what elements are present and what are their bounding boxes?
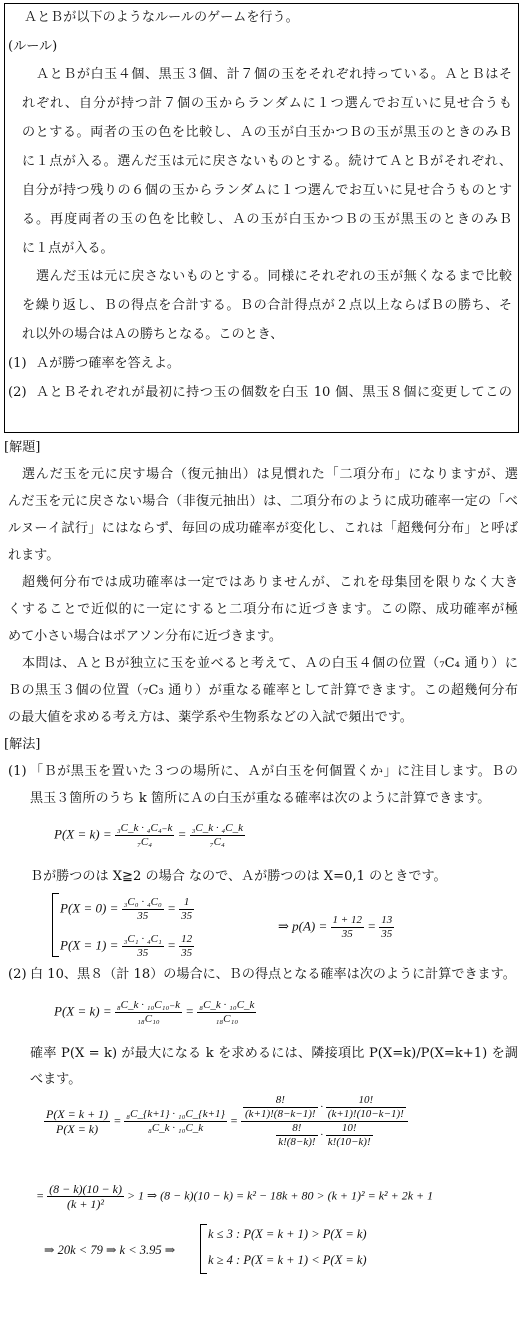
part-1-line: 黒玉３箇所のうち k 箇所にＡの白玉が重なる確率は次のように計算できます。 [30,791,491,806]
rule-line: に１点が入る。選んだ玉は元に戻さないものとする。続けてＡとＢがそれぞれ、 [22,154,512,169]
part-1-line: 「Ｂが黒玉を置いた３つの場所に、Ａが白玉を何個置くか」に注目します。Ｂの [30,764,518,779]
kaidai-line: れます。 [8,548,60,563]
kaidai-heading: [解題] [4,440,41,455]
rule-line: ＡとＢが白玉４個、黒玉３個、計７個の玉をそれぞれ持っている。ＡとＢはそ [36,67,512,82]
rule-label: (ルール) [8,39,58,54]
rule-line: れ以外の場合はＡの勝ちとなる。このとき、 [22,327,284,342]
kaihou-heading: [解法] [4,737,41,752]
cases-bracket-2 [200,1224,207,1274]
formula-p0: P(X = 0) = $\frac{\text{₃C₀ · ₄C₀}}{35}$ = $\frac{1}{35}$ [60,896,193,922]
part-2-line: べます。 [30,1072,82,1087]
formula-pa: ⇒ p(A) = $\frac{1 + 12}{35}$ = $\frac{13}{35}$ [278,914,393,940]
kaidai-line: Ｂの黒玉３個の位置（₇C₃ 通り）が重なる確率として計算できます。この超幾何分布 [8,683,518,698]
rule-line: に１点が入る。 [22,241,114,256]
problem-intro: ＡとＢが以下のようなルールのゲームを行う。 [24,10,299,25]
question-2-number: (2) [8,385,27,400]
part-1-condition: Ｂが勝つのは X≧2 の場合 なので、Ａが勝つのは X=0,1 のときです。 [30,869,447,884]
fraction: $\frac{\text{₃C\_k · ₄C\_k}}{\text{₇C₄}}$ [191,822,243,848]
big-fraction: $\frac{8!}{(k+1)!(8-k-1)!}$ · $\frac{10!}{(k+1)!(10-k-1)!}$ $\frac{8!}{k!(8-k)!}$ · $\frac{10!}{k!(10-k)!}$ [241,1095,408,1148]
inequality: = $\frac{(8 - k)(10 - k)}{\text{(k + 1)²}}$ > 1 ⇒ (8 − k)(10 − k) = k² − 18k + 80 > (k + 1)² = k² + 2k + 1 [36,1182,434,1211]
kaidai-line: 選んだ玉を元に戻す場合（復元抽出）は見慣れた「二項分布」になりますが、選 [22,467,518,482]
ratio-formula: $\frac{P(X = k + 1)}{P(X = k)}$ = $\frac{\text{₈C\_\{k+1\} · ₁₀C\_\{k+1\}}}{\text{₈C\_k · ₁₀C\_k}}$ = $\frac{8!}{(k+1)!(8-k-1)!}$ · $\frac{10!}{(k+1)!(10-k-1)!}$ $\frac{8!}{k!(8-k)!}$ · $\frac{10!}{k!(10-k)!}$ [44,1095,408,1148]
part-1-number: (1) [8,764,27,779]
kaidai-line: ルヌーイ試行」にはならず、毎回の成功確率が変化し、これは「超幾何分布」と呼ば [8,521,518,536]
rule-line: れぞれ、自分が持つ計７個の玉からランダムに１つ選んでお互いに見せ合うも [22,96,512,111]
part-2-line: 確率 P(X = k) が最大になる k を求めるには、隣接項比 P(X=k)/P(X=k+1) を調 [30,1046,518,1061]
question-2-line: ＡとＢそれぞれが最初に持つ玉の個数を白玉 10 個、黒玉８個に変更してこの [36,385,512,400]
kaidai-line: めて小さい場合はポアソン分布に近づきます。 [8,629,282,644]
question-1-number: (1) [8,356,27,371]
kaidai-line: 本問は、ＡとＢが独立に玉を並べると考えて、Ａの白玉４個の位置（₇C₄ 通り）に [22,656,518,671]
part-2-line: 白 10、黒８（計 18）の場合に、Ｂの得点となる確率は次のように計算できます。 [30,967,516,982]
case-1: k ≤ 3 : P(X = k + 1) > P(X = k) [208,1227,367,1241]
rule-line: る。再度両者の玉の色を比較し、Ａの玉が白玉かつＢの玉が黒玉のときのみＢ [22,212,512,227]
kaidai-line: くすることで近似的に一定にすると二項分布に近づきます。この際、成功確率が極 [8,602,518,617]
case-2: k ≥ 4 : P(X = k + 1) < P(X = k) [208,1253,367,1267]
rule-line: のとする。両者の玉の色を比較し、Ａの玉が白玉かつＢの玉が黒玉のときのみＢ [22,125,512,140]
fraction: $\frac{\text{₃C\_k · ₄C₄₋k}}{\text{₇C₄}}$ [116,822,173,848]
kaidai-line: の最大値を求める考え方は、薬学系や生物系などの入試で頻出です。 [8,710,413,725]
formula-2: P(X = k) = $\frac{\text{₈C\_k · ₁₀C₁₀₋k}}{\text{₁₈C₁₀}}$ = $\frac{\text{₈C\_k · ₁₀C\_k}}{\text{₁₈C₁₀}}$ [54,999,255,1025]
part-2-number: (2) [8,967,27,982]
rule-line: 選んだ玉は元に戻さないものとする。同様にそれぞれの玉が無くなるまで比較 [36,269,512,284]
kaidai-line: 超幾何分布では成功確率は一定ではありませんが、これを母集団を限りなく大き [22,575,518,590]
rule-line: を繰り返し、Ｂの得点を合計する。Ｂの合計得点が２点以上ならばＢの勝ち、そ [22,298,512,313]
step-1: ⇒ 20k < 79 ⇒ k < 3.95 ⇒ [44,1243,176,1257]
formula-p1: P(X = 1) = $\frac{\text{₃C₁ · ₄C₁}}{35}$ = $\frac{12}{35}$ [60,933,193,959]
cases-bracket [52,893,59,957]
formula-1: P(X = k) = $\frac{\text{₃C\_k · ₄C₄₋k}}{\text{₇C₄}}$ = $\frac{\text{₃C\_k · ₄C\_k}}{\text{₇C₄}}$ [54,822,243,848]
kaidai-line: んだ玉を元に戻さない場合（非復元抽出）は、二項分布のように成功確率一定の「ベ [8,494,518,509]
rule-line: 自分が持つ残りの６個の玉からランダムに１つ選んでお互いに見せ合うものとす [22,183,512,198]
question-1-text: Ａが勝つ確率を答えよ。 [36,356,181,371]
